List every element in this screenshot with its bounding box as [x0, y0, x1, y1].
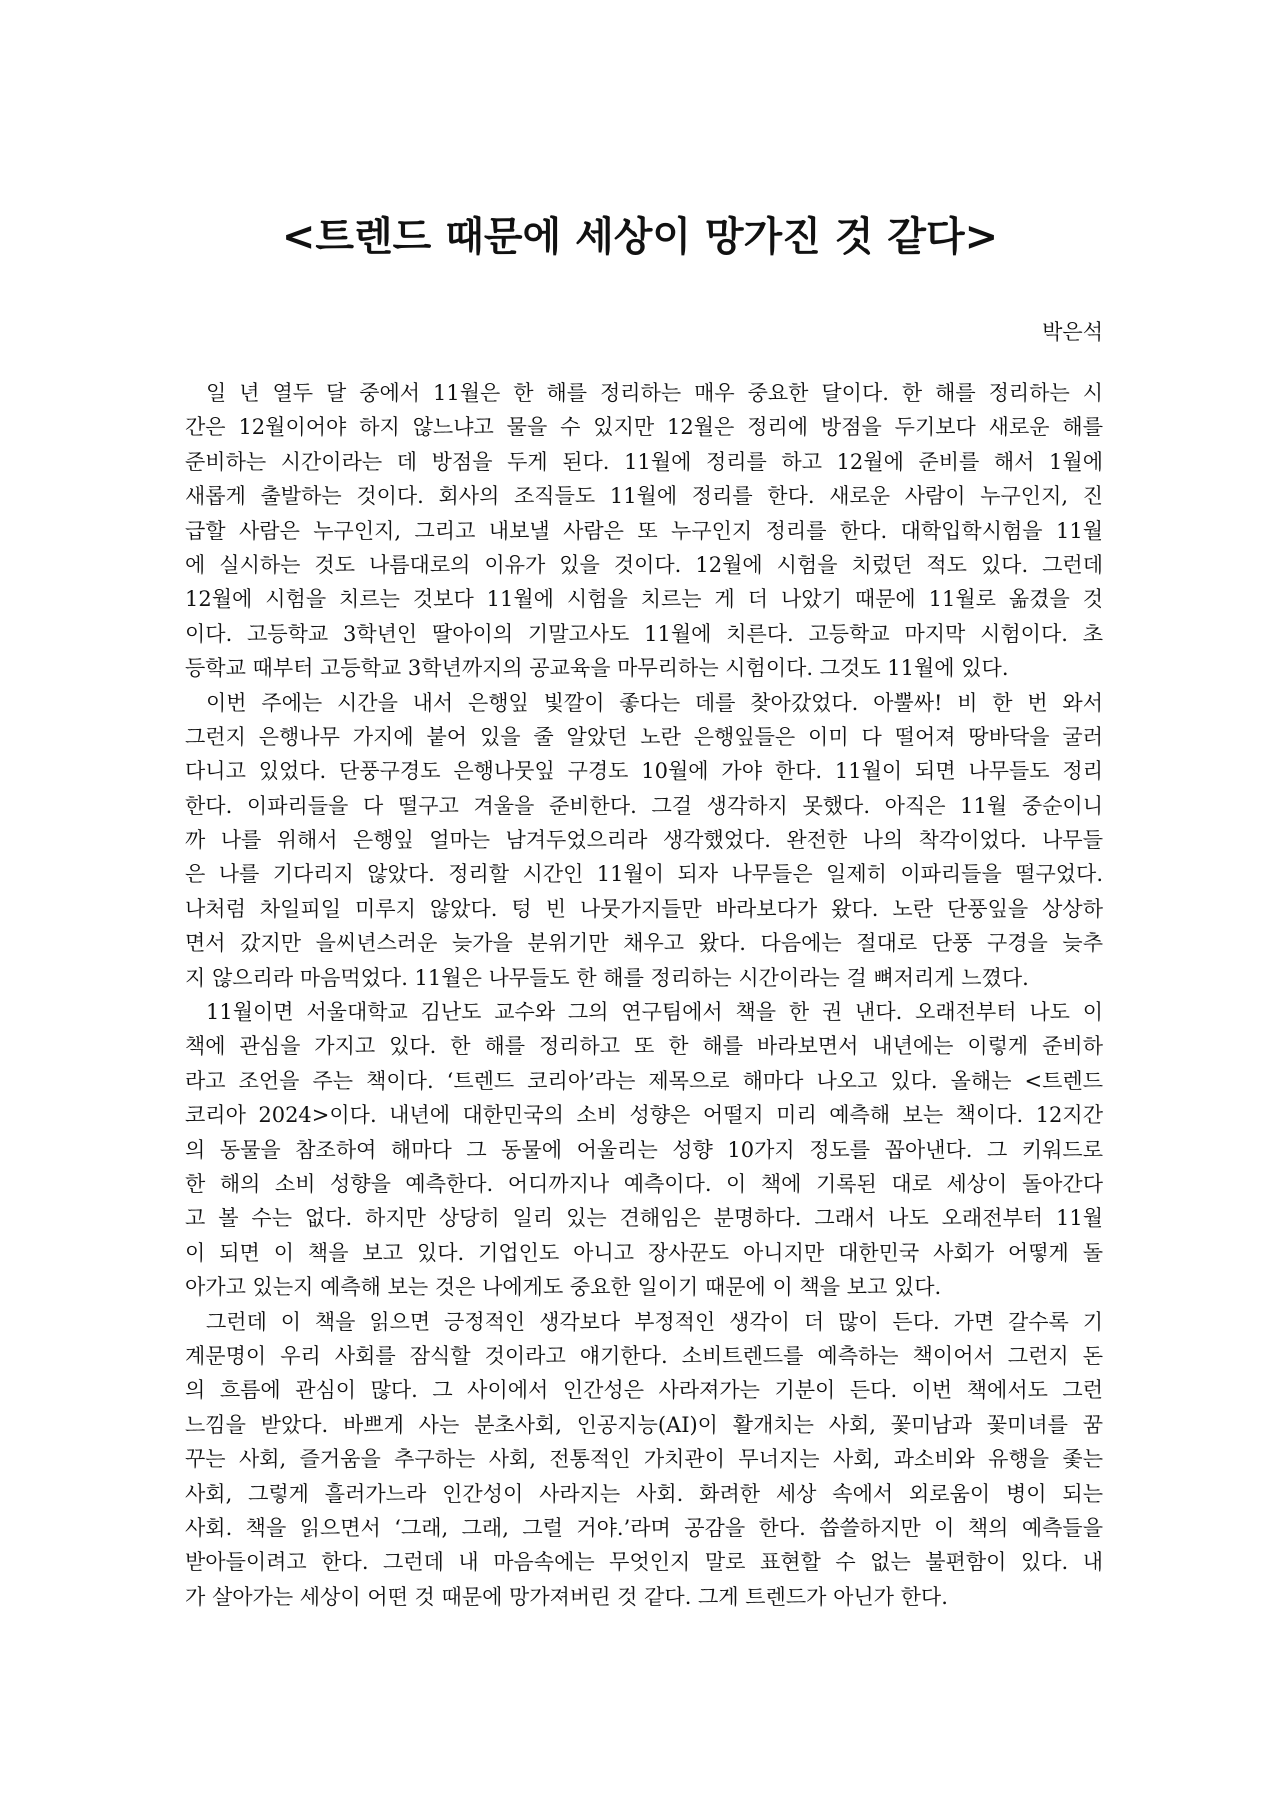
text-line: 등학교 때부터 고등학교 3학년까지의 공교육을 마무리하는 시험이다. 그것도 11월에 있다. — [185, 656, 1009, 681]
text-line: 한다. 이파리들을 다 떨구고 겨울을 준비한다. 그걸 생각하지 못했다. 아직은 11월 중순이니 — [185, 793, 1103, 818]
paragraph — [185, 376, 1103, 686]
text-line: 새롭게 출발하는 것이다. 회사의 조직들도 11월에 정리를 한다. 새로운 사람이 누구인지, 진 — [185, 484, 1103, 509]
document-body — [185, 376, 1103, 1614]
text-line: 이다. 고등학교 3학년인 딸아이의 기말고사도 11월에 치른다. 고등학교 마지막 시험이다. 초 — [185, 621, 1103, 646]
text-line: 면서 갔지만 을씨년스러운 늦가을 분위기만 채우고 왔다. 다음에는 절대로 단풍 구경을 늦추 — [185, 931, 1103, 956]
text-line: 다니고 있었다. 단풍구경도 은행나뭇잎 구경도 10월에 가야 한다. 11월이 되면 나무들도 정리 — [185, 759, 1103, 784]
text-line: 사회. 책을 읽으면서 ‘그래, 그래, 그럴 거야.’라며 공감을 한다. 씁쓸하지만 이 책의 예측들을 — [185, 1515, 1103, 1540]
text-line: 아가고 있는지 예측해 보는 것은 나에게도 중요한 일이기 때문에 이 책을 보고 있다. — [185, 1275, 942, 1300]
text-line: 나처럼 차일피일 미루지 않았다. 텅 빈 나뭇가지들만 바라보다가 왔다. 노란 단풍잎을 상상하 — [185, 896, 1103, 921]
text-line: 은 나를 기다리지 않았다. 정리할 시간인 11월이 되자 나무들은 일제히 이파리들을 떨구었다. — [185, 862, 1103, 887]
text-line: 그런지 은행나무 가지에 붙어 있을 줄 알았던 노란 은행잎들은 이미 다 떨어져 땅바닥을 굴러 — [185, 724, 1103, 749]
text-line: 고 볼 수는 없다. 하지만 상당히 일리 있는 견해임은 분명하다. 그래서 나도 오래전부터 11월 — [185, 1206, 1103, 1231]
paragraph — [185, 995, 1103, 1305]
text-line: 느낌을 받았다. 바쁘게 사는 분초사회, 인공지능(AI)이 활개치는 사회, 꽃미남과 꽃미녀를 꿈 — [185, 1412, 1103, 1437]
text-line: 계문명이 우리 사회를 잠식할 것이라고 얘기한다. 소비트렌드를 예측하는 책이어서 그런지 돈 — [185, 1343, 1103, 1368]
text-line: 11월이면 서울대학교 김난도 교수와 그의 연구팀에서 책을 한 권 낸다. 오래전부터 나도 이 — [206, 1000, 1103, 1025]
text-line: 책에 관심을 가지고 있다. 한 해를 정리하고 또 한 해를 바라보면서 내년에는 이렇게 준비하 — [185, 1034, 1103, 1059]
text-line: 의 동물을 참조하여 해마다 그 동물에 어울리는 성향 10가지 정도를 꼽아낸다. 그 키워드로 — [185, 1137, 1103, 1162]
paragraph — [185, 686, 1103, 996]
text-line: 가 살아가는 세상이 어떤 것 때문에 망가져버린 것 같다. 그게 트렌드가 아닌가 한다. — [185, 1584, 948, 1609]
document-title: <트렌드 때문에 세상이 망가진 것 같다> — [281, 213, 999, 260]
text-line: 급할 사람은 누구인지, 그리고 내보낼 사람은 또 누구인지 정리를 한다. 대학입학시험을 11월 — [185, 518, 1103, 543]
text-line: 의 흐름에 관심이 많다. 그 사이에서 인간성은 사라져가는 기분이 든다. 이번 책에서도 그런 — [185, 1378, 1103, 1403]
text-line: 까 나를 위해서 은행잎 얼마는 남겨두었으리라 생각했었다. 완전한 나의 착각이었다. 나무들 — [185, 828, 1103, 853]
text-line: 준비하는 시간이라는 데 방점을 두게 된다. 11월에 정리를 하고 12월에 준비를 해서 1월에 — [185, 449, 1103, 474]
text-line: 12월에 시험을 치르는 것보다 11월에 시험을 치르는 게 더 나았기 때문에 11월로 옮겼을 것 — [185, 587, 1103, 612]
text-line: 이번 주에는 시간을 내서 은행잎 빛깔이 좋다는 데를 찾아갔었다. 아뿔싸! 비 한 번 와서 — [206, 690, 1103, 715]
text-line: 그런데 이 책을 읽으면 긍정적인 생각보다 부정적인 생각이 더 많이 든다. 가면 갈수록 기 — [206, 1309, 1103, 1334]
text-line: 라고 조언을 주는 책이다. ‘트렌드 코리아’라는 제목으로 해마다 나오고 있다. 올해는 <트렌드 — [185, 1068, 1103, 1093]
paragraph — [185, 1305, 1103, 1615]
text-line: 이 되면 이 책을 보고 있다. 기업인도 아니고 장사꾼도 아니지만 대한민국 사회가 어떻게 돌 — [185, 1240, 1103, 1265]
text-line: 일 년 열두 달 중에서 11월은 한 해를 정리하는 매우 중요한 달이다. 한 해를 정리하는 시 — [206, 381, 1103, 405]
text-line: 지 않으리라 마음먹었다. 11월은 나무들도 한 해를 정리하는 시간이라는 걸 뼈저리게 느꼈다. — [185, 965, 1029, 990]
text-line: 간은 12월이어야 하지 않느냐고 물을 수 있지만 12월은 정리에 방점을 두기보다 새로운 해를 — [185, 415, 1103, 440]
text-line: 한 해의 소비 성향을 예측한다. 어디까지나 예측이다. 이 책에 기록된 대로 세상이 돌아간다 — [185, 1171, 1103, 1196]
text-line: 받아들이려고 한다. 그런데 내 마음속에는 무엇인지 말로 표현할 수 없는 불편함이 있다. 내 — [185, 1550, 1103, 1575]
author-name: 박은석 — [1042, 320, 1103, 344]
text-line: 에 실시하는 것도 나름대로의 이유가 있을 것이다. 12월에 시험을 치렀던 적도 있다. 그런데 — [185, 552, 1103, 577]
text-line: 꾸는 사회, 즐거움을 추구하는 사회, 전통적인 가치관이 무너지는 사회, 과소비와 유행을 좇는 — [185, 1447, 1103, 1472]
text-line: 사회, 그렇게 흘러가느라 인간성이 사라지는 사회. 화려한 세상 속에서 외로움이 병이 되는 — [185, 1481, 1103, 1506]
text-line: 코리아 2024>이다. 내년에 대한민국의 소비 성향은 어떨지 미리 예측해 보는 책이다. 12지간 — [185, 1103, 1103, 1128]
